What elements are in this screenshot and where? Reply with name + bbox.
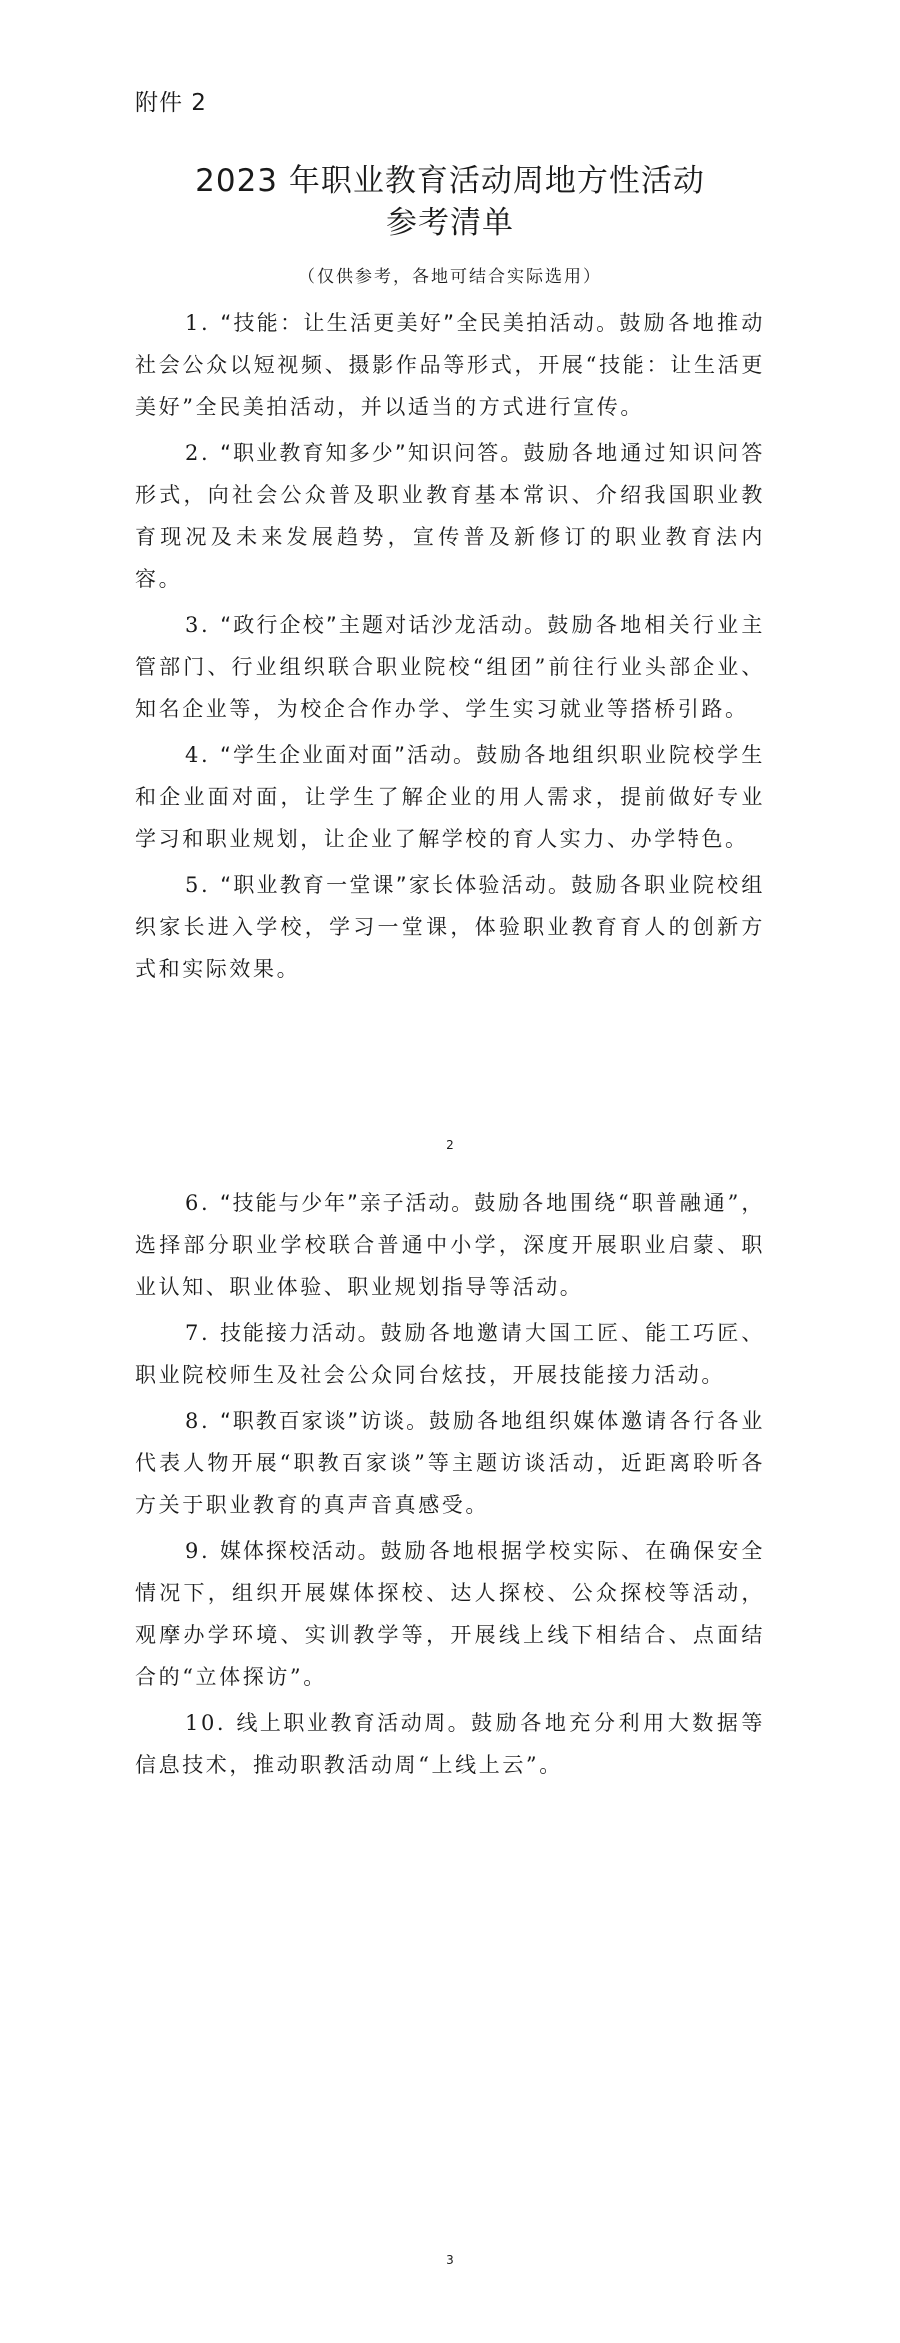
activity-number: 5.: [185, 873, 211, 897]
document-title-line-1: 2023 年职业教育活动周地方性活动: [195, 163, 705, 199]
activity-heading: “技能与少年”亲子活动。: [219, 1191, 475, 1215]
activity-number: 10.: [185, 1711, 227, 1735]
activity-body: 鼓励各地相关行业主管部门、行业组织联合职业院校“组团”前往行业头部企业、知名企业等，为校企合作办学、学生实习就业等搭桥引路。: [135, 613, 765, 721]
document-title: [0, 160, 900, 244]
activity-body: 鼓励各地围绕“职普融通”，选择部分职业学校联合普通中小学，深度开展职业启蒙、职业认知、职业体验、职业规划指导等活动。: [135, 1191, 765, 1299]
activity-body: 鼓励各地通过知识问答形式，向社会公众普及职业教育基本常识、介绍我国职业教育现况及未来发展趋势，宣传普及新修订的职业教育法内容。: [135, 441, 765, 591]
activity-body: 鼓励各职业院校组织家长进入学校，学习一堂课，体验职业教育育人的创新方式和实际效果。: [135, 873, 765, 981]
activity-list-page-1: [135, 302, 765, 994]
activity-list-page-2: [135, 1182, 765, 1790]
activity-heading: “职业教育知多少”知识问答。: [220, 441, 524, 465]
activity-heading: 线上职业教育活动周。: [236, 1711, 472, 1735]
activity-body: 鼓励各地推动社会公众以短视频、摄影作品等形式，开展“技能：让生活更美好”全民美拍活动，并以适当的方式进行宣传。: [135, 311, 765, 419]
activity-item: [135, 302, 765, 428]
activity-heading: “技能：让生活更美好”全民美拍活动。: [220, 311, 620, 335]
activity-item: [135, 734, 765, 860]
activity-number: 6.: [185, 1191, 211, 1215]
activity-body: 鼓励各地充分利用大数据等信息技术，推动职教活动周“上线上云”。: [135, 1711, 765, 1777]
activity-number: 9.: [185, 1539, 211, 1563]
page-number: 2: [446, 1138, 454, 1152]
activity-heading: “政行企校”主题对话沙龙活动。: [220, 613, 548, 637]
activity-item: [135, 1530, 765, 1698]
activity-body: 鼓励各地组织职业院校学生和企业面对面，让学生了解企业的用人需求，提前做好专业学习和职业规划，让企业了解学校的育人实力、办学特色。: [135, 743, 765, 851]
activity-body: 鼓励各地根据学校实际、在确保安全情况下，组织开展媒体探校、达人探校、公众探校等活动，观摩办学环境、实训教学等，开展线上线下相结合、点面结合的“立体探访”。: [135, 1539, 765, 1689]
activity-item: [135, 1702, 765, 1786]
activity-heading: 媒体探校活动。: [219, 1539, 381, 1563]
activity-heading: 技能接力活动。: [219, 1321, 381, 1345]
activity-number: 8.: [185, 1409, 211, 1433]
activity-number: 2.: [185, 441, 211, 465]
activity-item: [135, 864, 765, 990]
document-note: （仅供参考，各地可结合实际选用）: [298, 267, 602, 287]
activity-heading: “学生企业面对面”活动。: [220, 743, 477, 767]
activity-number: 4.: [185, 743, 211, 767]
activity-item: [135, 1400, 765, 1526]
activity-heading: “职教百家谈”访谈。: [219, 1409, 430, 1433]
activity-item: [135, 1182, 765, 1308]
activity-body: 鼓励各地组织媒体邀请各行各业代表人物开展“职教百家谈”等主题访谈活动，近距离聆听各方关于职业教育的真声音真感受。: [135, 1409, 766, 1517]
activity-number: 1.: [185, 311, 211, 335]
activity-item: [135, 1312, 765, 1396]
page-number: 3: [446, 2253, 454, 2267]
activity-item: [135, 604, 765, 730]
document-title-line-2: 参考清单: [386, 205, 514, 241]
activity-number: 3.: [185, 613, 211, 637]
activity-item: [135, 432, 765, 600]
activity-number: 7.: [185, 1321, 211, 1345]
activity-heading: “职业教育一堂课”家长体验活动。: [220, 873, 572, 897]
document-page-1: [0, 0, 900, 1165]
document-page-2: [0, 1165, 900, 2343]
attachment-label: 附件 2: [135, 90, 207, 116]
activity-body: 鼓励各地邀请大国工匠、能工巧匠、职业院校师生及社会公众同台炫技，开展技能接力活动。: [135, 1321, 765, 1387]
